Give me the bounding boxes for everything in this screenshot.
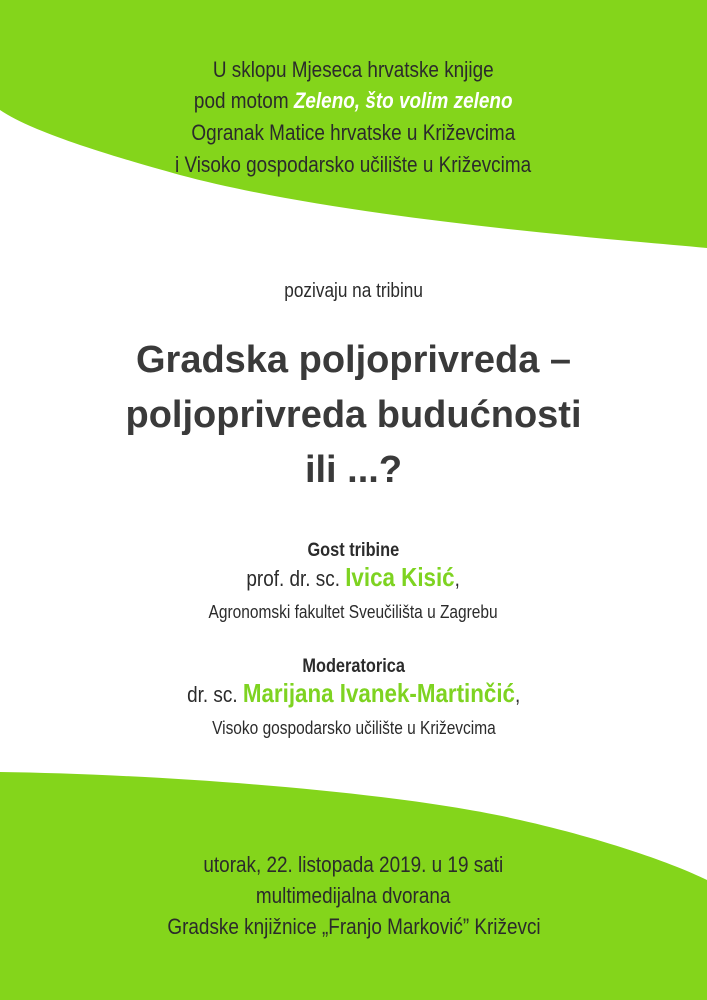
title-line-2: poljoprivreda budućnosti [125,394,582,436]
moderator-title-prefix: dr. sc. [186,682,243,707]
moderator-institution: Visoko gospodarsko učilište u Križevcima [211,718,496,738]
guest-role: Gost tribine [307,540,400,561]
event-venue: Gradske knjižnice „Franjo Marković” Križevci [166,914,541,939]
intro-line-3: Ogranak Matice hrvatske u Križevcima [191,120,516,145]
moderator-name: Marijana Ivanek-Martinčić [242,678,515,708]
motto-text: Zeleno, što volim zeleno [294,88,513,113]
title-line-3: ili ...? [304,449,403,491]
guest-title-prefix: prof. dr. sc. [246,566,346,591]
moderator-suffix: , [514,682,521,707]
moderator-line [187,678,520,709]
intro-line-2-prefix: pod motom [194,88,295,113]
intro-line-2 [194,86,513,116]
intro-line-4: i Visoko gospodarsko učilište u Križevcima [175,152,532,177]
title-line-1: Gradska poljoprivreda – [135,339,572,381]
intro-line-1: U sklopu Mjeseca hrvatske knjige [213,57,494,82]
guest-institution: Agronomski fakultet Sveučilišta u Zagrebu [208,602,499,622]
event-room: multimedijalna dvorana [256,883,451,908]
guest-line [247,562,461,593]
guest-name: Ivica Kisić [345,562,455,592]
event-date-time: utorak, 22. listopada 2019. u 19 sati [203,852,504,877]
invite-text: pozivaju na tribinu [284,280,423,302]
moderator-role: Moderatorica [302,656,405,677]
guest-suffix: , [454,566,461,591]
